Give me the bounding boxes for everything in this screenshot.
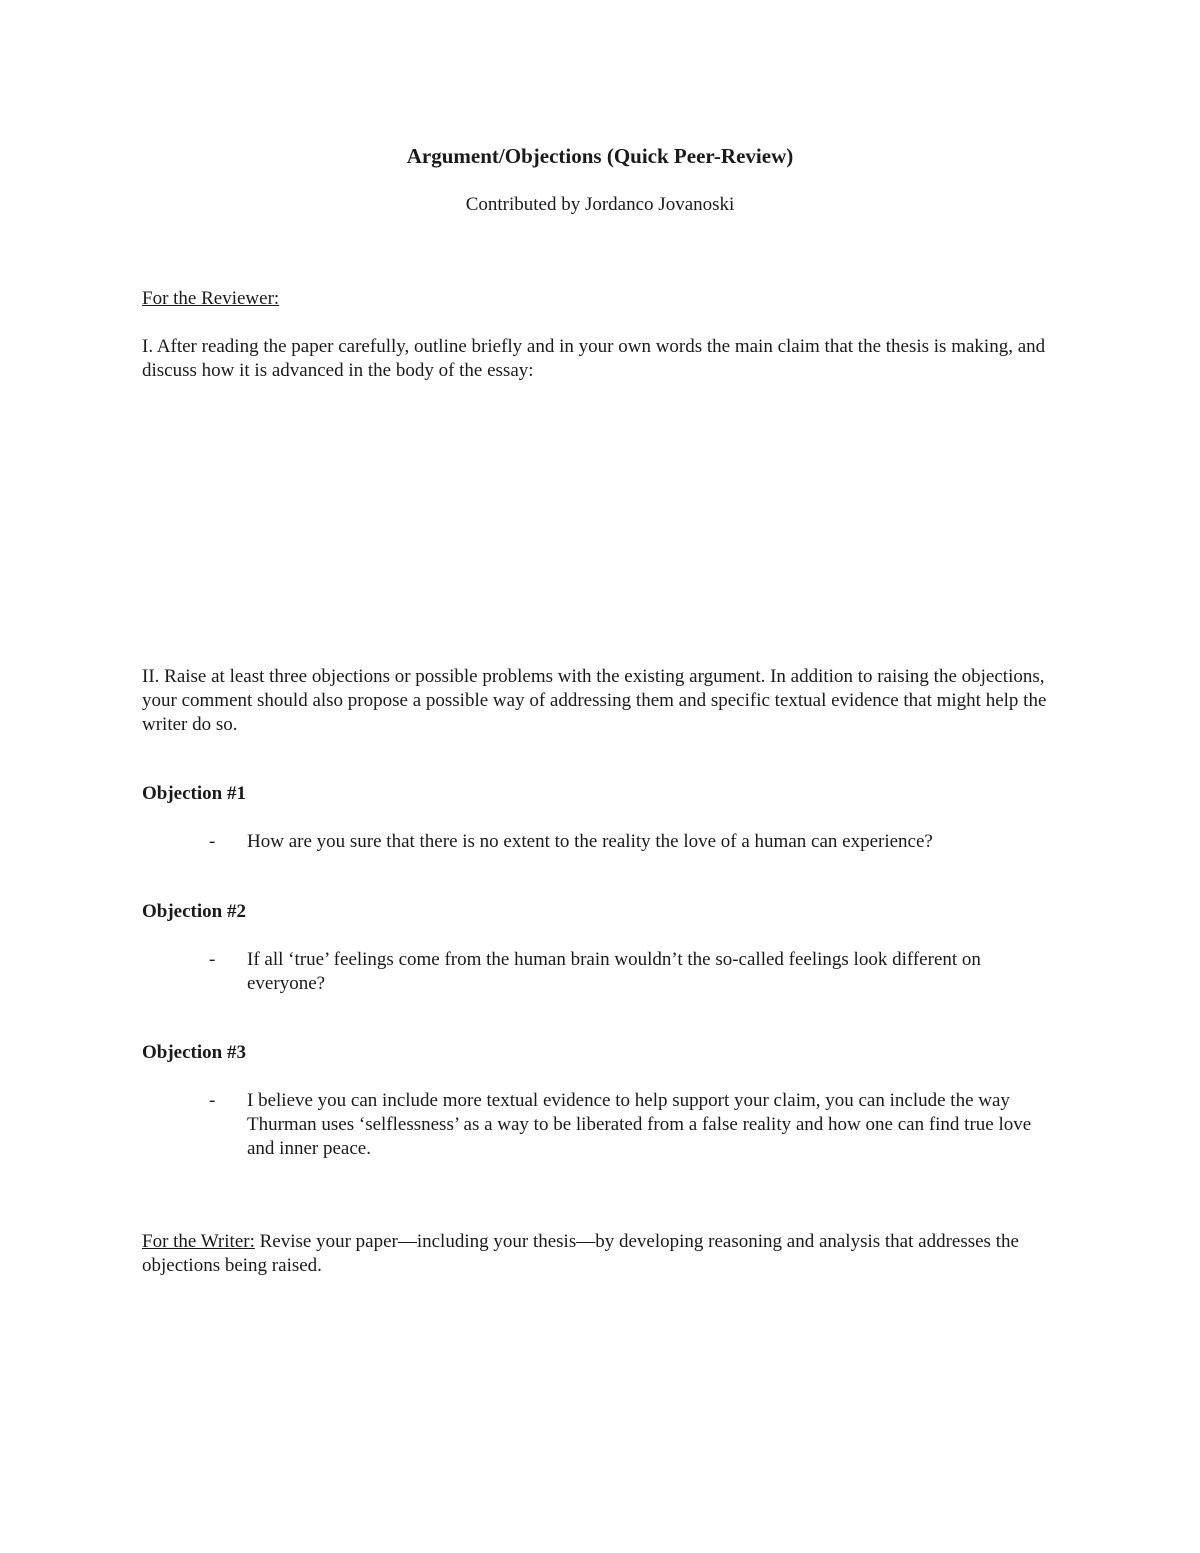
reviewer-label-line bbox=[142, 287, 1062, 311]
objection-2-text: If all ‘true’ feelings come from the human brain wouldn’t the so-called feelings look different on everyone? bbox=[247, 949, 981, 994]
objection-3-text: I believe you can include more textual evidence to help support your claim, you can include the way Thurman uses ‘selflessness’ as a way to be liberated from a false reality and how one can find true love and inner peace. bbox=[247, 1090, 1032, 1159]
section-1-instructions: I. After reading the paper carefully, outline briefly and in your own words the main claim that the thesis is making, and discuss how it is advanced in the body of the essay: bbox=[142, 336, 1046, 381]
document-title: Argument/Objections (Quick Peer-Review) bbox=[406, 144, 794, 168]
writer-text: Revise your paper—including your thesis—by developing reasoning and analysis that addresses the objections being raised. bbox=[142, 1231, 1019, 1276]
section-2-instructions: II. Raise at least three objections or possible problems with the existing argument. In addition to raising the objections, your comment should also propose a possible way of addressing them and specific textual evidence that might help the writer do so. bbox=[142, 666, 1047, 735]
objection-2-heading: Objection #2 bbox=[142, 901, 246, 922]
bullet-dash-icon: - bbox=[209, 1090, 216, 1111]
bullet-dash-icon: - bbox=[209, 831, 216, 852]
reviewer-label: For the Reviewer: bbox=[142, 288, 280, 309]
bullet-dash-icon: - bbox=[209, 949, 216, 970]
objection-3-heading: Objection #3 bbox=[142, 1042, 246, 1063]
contributor-line: Contributed by Jordanco Jovanoski bbox=[465, 194, 735, 215]
writer-instructions bbox=[142, 1230, 1062, 1278]
objection-1-heading: Objection #1 bbox=[142, 783, 246, 804]
writer-label: For the Writer: bbox=[142, 1231, 255, 1252]
objection-1-text: How are you sure that there is no extent to the reality the love of a human can experience? bbox=[247, 831, 933, 852]
